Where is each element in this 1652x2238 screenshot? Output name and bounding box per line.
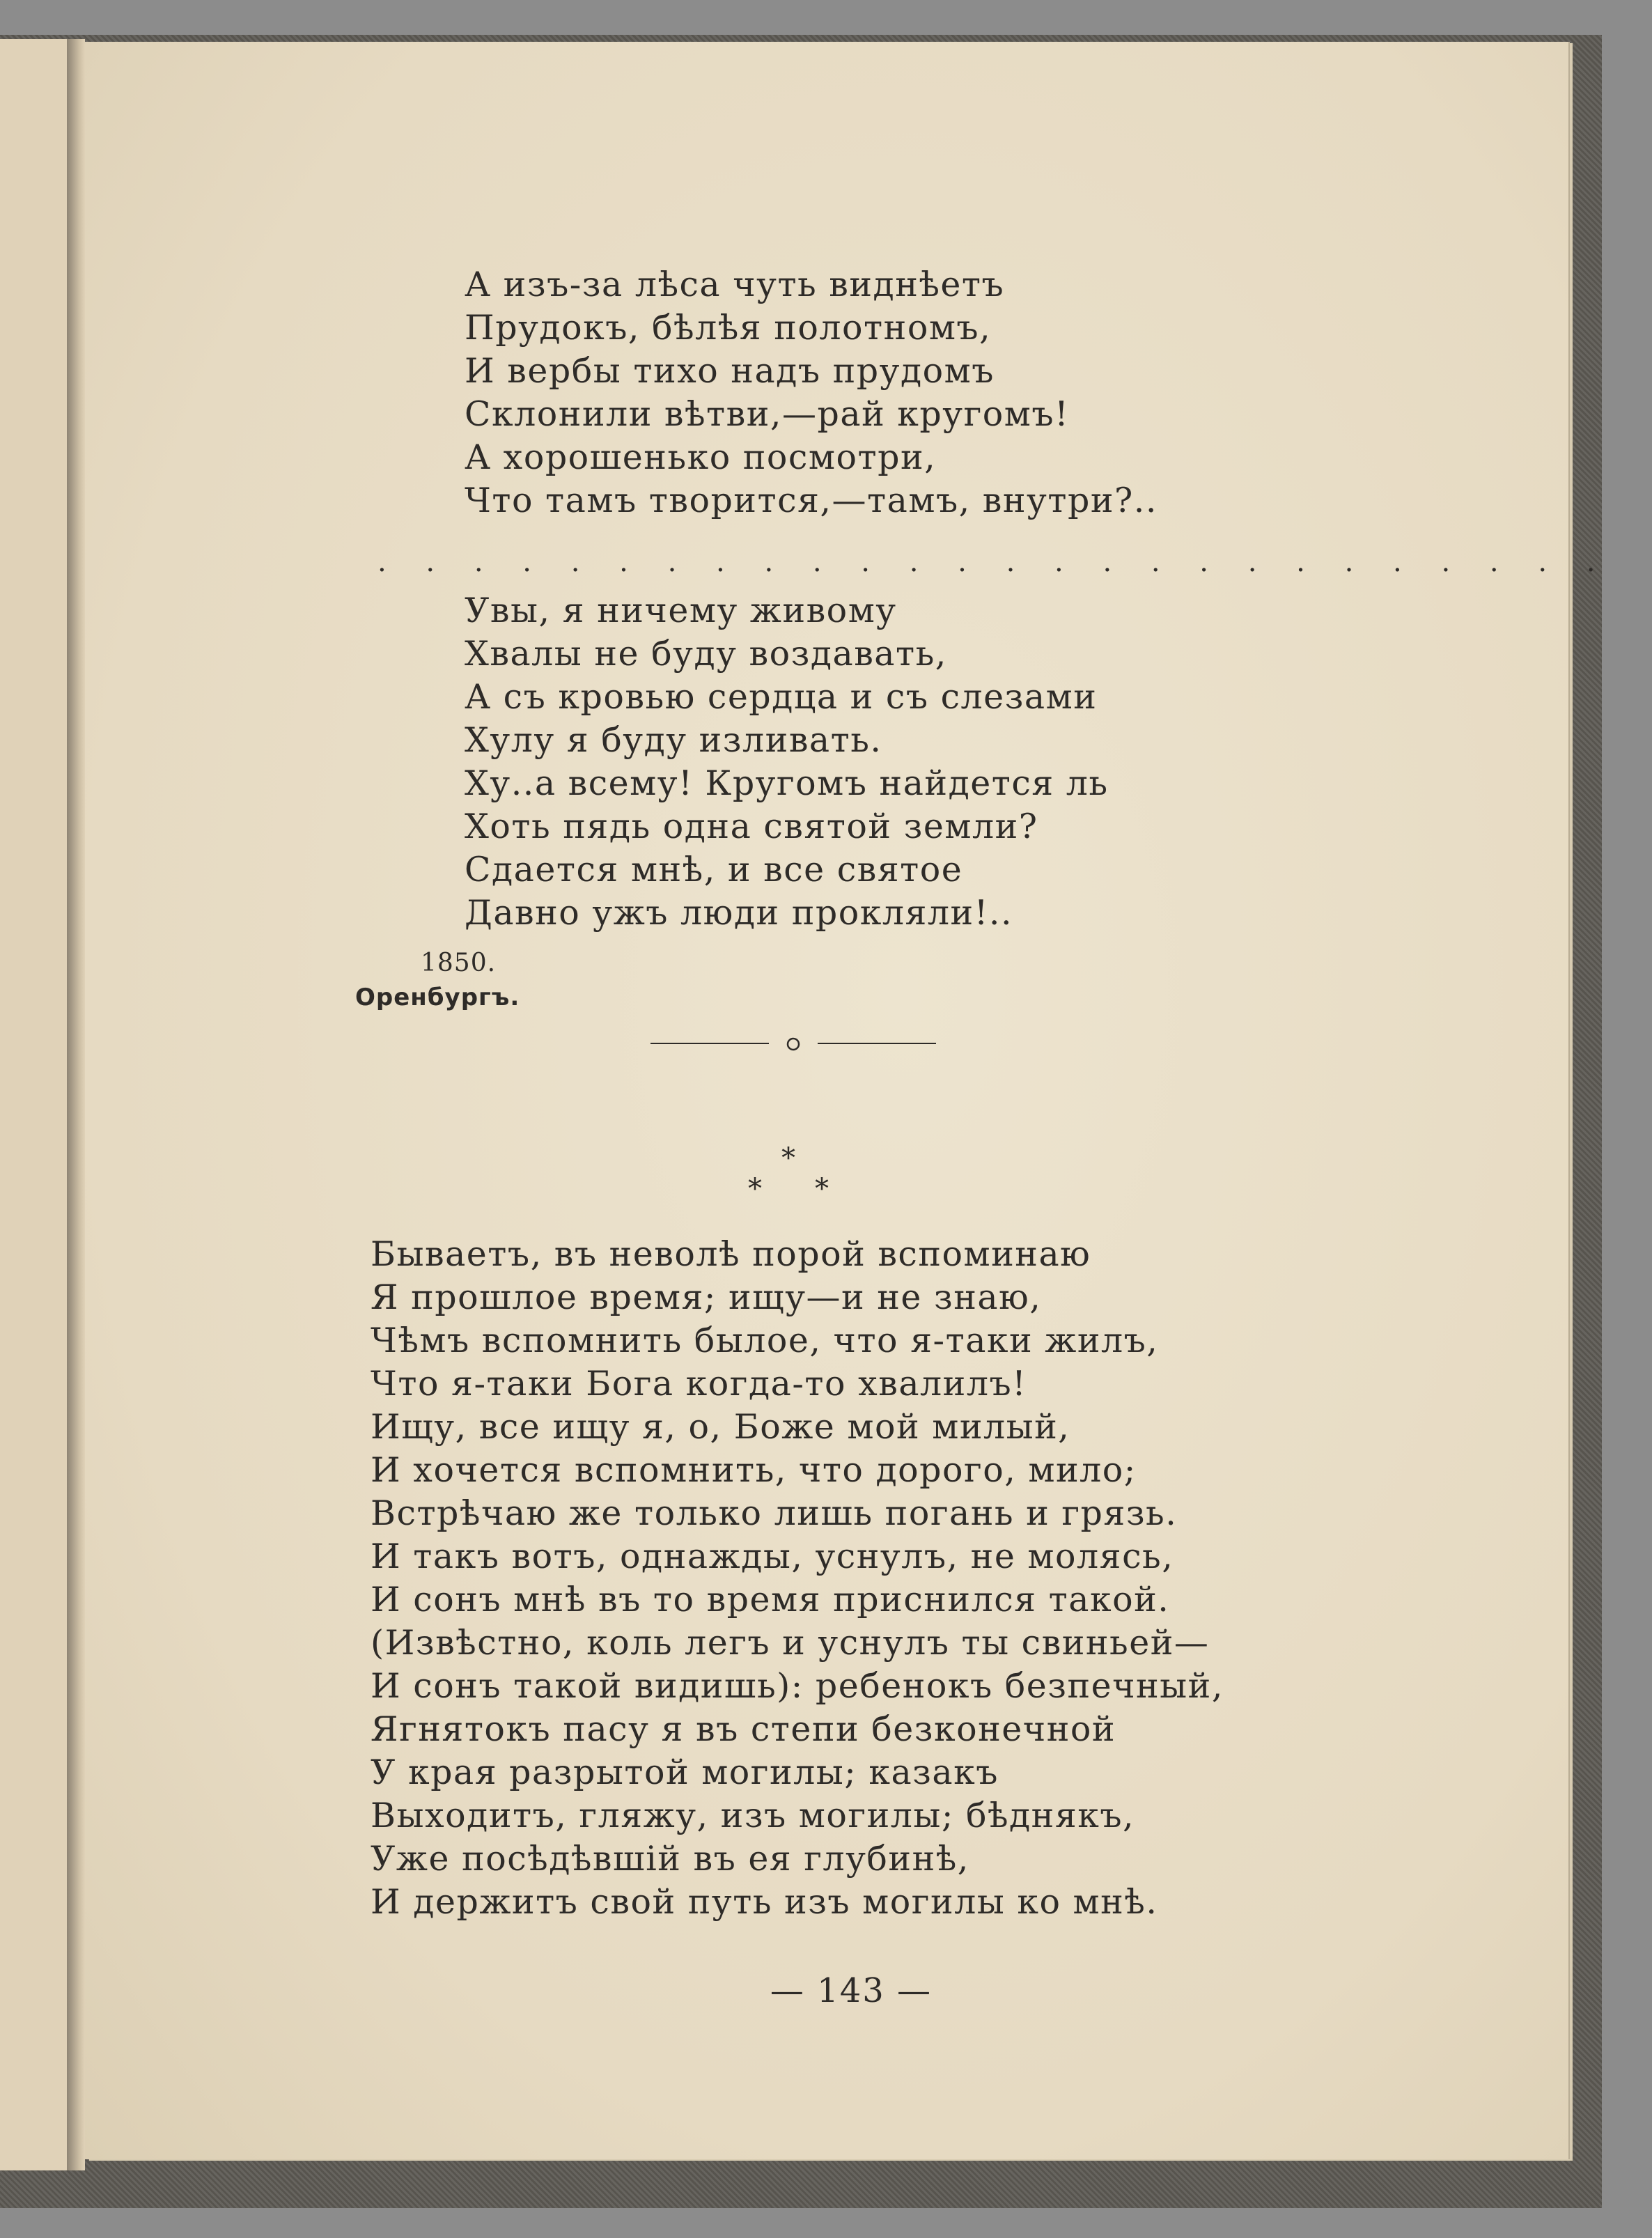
verse-line: Хулу я буду изливать. bbox=[465, 720, 882, 760]
poem-place: Оренбургъ. bbox=[355, 984, 520, 1011]
asterism-icon bbox=[740, 1142, 837, 1205]
verse-line: И хочется вспомнить, что дорого, мило; bbox=[371, 1450, 1137, 1490]
section-divider-ornament bbox=[650, 1029, 936, 1057]
svg-text:*: * bbox=[748, 1173, 762, 1205]
verse-line: И сонъ мнѣ въ то время приснился такой. bbox=[371, 1580, 1170, 1619]
verse-line: Давно ужъ люди прокляли!.. bbox=[465, 893, 1013, 933]
verse-line: А изъ-за лѣса чуть виднѣетъ bbox=[465, 265, 1005, 304]
verse-line: Уже посѣдѣвшій въ ея глубинѣ, bbox=[371, 1839, 969, 1879]
poem-2 bbox=[371, 1233, 1224, 1924]
verse-line: Я прошлое время; ищу—и не знаю, bbox=[371, 1277, 1042, 1317]
verse-line: И вербы тихо надъ прудомъ bbox=[465, 351, 995, 391]
ellipsis-row: . . . . . . . . . . . . . . . . . . . . . . . . . . bbox=[377, 546, 1611, 578]
verse-line: Встрѣчаю же только лишь погань и грязь. bbox=[371, 1493, 1178, 1533]
verse-line: Склонили вѣтви,—рай кругомъ! bbox=[465, 394, 1070, 434]
book-page bbox=[85, 42, 1611, 2159]
verse-line: Что тамъ творится,—тамъ, внутри?.. bbox=[465, 481, 1158, 520]
left-page-edge bbox=[0, 39, 70, 2170]
verse-line: Ягнятокъ пасу я въ степи безконечной bbox=[371, 1709, 1116, 1749]
verse-line: Бываетъ, въ неволѣ порой вспоминаю bbox=[371, 1234, 1091, 1274]
svg-text:*: * bbox=[781, 1142, 795, 1174]
verse-line: Выходитъ, гляжу, изъ могилы; бѣднякъ, bbox=[371, 1796, 1135, 1835]
page-number: — 143 — bbox=[770, 1971, 933, 2010]
verse-line: А съ кровью сердца и съ слезами bbox=[465, 677, 1098, 717]
verse-line: Чѣмъ вспомнить былое, что я-таки жилъ, bbox=[371, 1321, 1159, 1360]
verse-line: Хвалы не буду воздавать, bbox=[465, 634, 947, 674]
binding-gutter bbox=[67, 39, 85, 2170]
verse-line: А хорошенько посмотри, bbox=[465, 437, 937, 477]
verse-line: Сдается мнѣ, и все святое bbox=[465, 850, 963, 889]
verse-line: (Извѣстно, коль легъ и уснулъ ты свиньей— bbox=[371, 1623, 1210, 1663]
verse-line: У края разрытой могилы; казакъ bbox=[371, 1753, 999, 1792]
poem-1-stanza-2 bbox=[465, 589, 1109, 935]
verse-line: И такъ вотъ, однажды, уснулъ, не молясь, bbox=[371, 1537, 1174, 1576]
verse-line: И сонъ такой видишь): ребенокъ безпечный, bbox=[371, 1666, 1224, 1706]
verse-line: Ху..а всему! Кругомъ найдется ль bbox=[465, 763, 1109, 803]
verse-line: Увы, я ничему живому bbox=[465, 591, 897, 630]
verse-line: Хоть пядь одна святой земли? bbox=[465, 807, 1038, 846]
poem-1-stanza-1 bbox=[465, 263, 1158, 522]
verse-line: И держитъ свой путь изъ могилы ко мнѣ. bbox=[371, 1882, 1158, 1922]
poem-date: 1850. bbox=[421, 949, 497, 977]
verse-line: Прудокъ, бѣлѣя полотномъ, bbox=[465, 308, 992, 348]
svg-text:*: * bbox=[815, 1173, 829, 1205]
verse-line: Ищу, все ищу я, о, Боже мой милый, bbox=[371, 1407, 1070, 1447]
verse-line: Что я-таки Бога когда-то хвалилъ! bbox=[371, 1364, 1027, 1404]
